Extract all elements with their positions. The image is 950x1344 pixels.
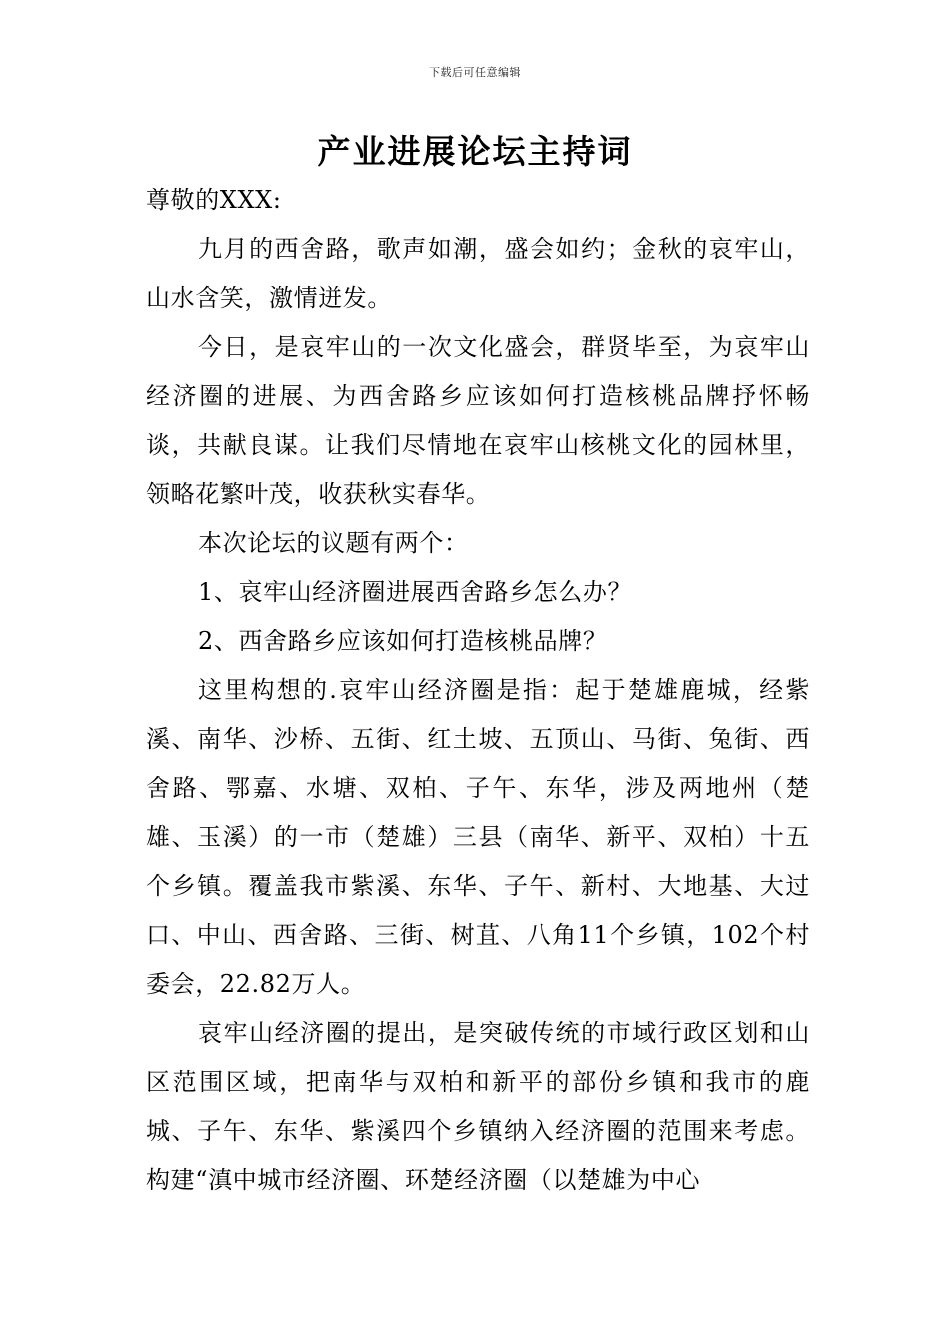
paragraph: 哀牢山经济圈的提出，是突破传统的市域行政区划和山区范围区域，把南华与双柏和新平的部份乡镇和我市的鹿城、子午、东华、紫溪四个乡镇纳入经济圈的范围来考虑。构建“滇中城市经济圈、环楚经济圈（以楚雄为中心	[146, 1019, 810, 1194]
paragraph: 本次论坛的议题有两个：	[198, 529, 469, 557]
agenda-item-2: 2、西舍路乡应该如何打造核桃品牌？	[198, 627, 608, 655]
salutation: 尊敬的XXX:	[146, 186, 282, 214]
agenda-item-1: 1、哀牢山经济圈进展西舍路乡怎么办？	[198, 578, 633, 606]
paragraph: 今日，是哀牢山的一次文化盛会，群贤毕至，为哀牢山经济圈的进展、为西舍路乡应该如何打造核桃品牌抒怀畅谈，共献良谋。让我们尽情地在哀牢山核桃文化的园林里，领略花繁叶茂，收获秋实春华。	[146, 333, 810, 508]
paragraph: 这里构想的.哀牢山经济圈是指：起于楚雄鹿城，经紫溪、南华、沙桥、五街、红土坡、五顶山、马街、兔街、西舍路、鄂嘉、水塘、双柏、子午、东华，涉及两地州（楚雄、玉溪）的一市（楚雄）三县（南华、新平、双柏）十五个乡镇。覆盖我市紫溪、东华、子午、新村、大地基、大过口、中山、西舍路、三街、树苴、八角11个乡镇，102个村委会，22.82万人。	[146, 676, 810, 998]
paragraph: 九月的西舍路，歌声如潮，盛会如约；金秋的哀牢山，山水含笑，激情迸发。	[146, 235, 810, 312]
document-title: 产业进展论坛主持词	[317, 132, 633, 171]
header-note: 下载后可任意编辑	[429, 66, 521, 79]
document-body	[146, 176, 810, 1205]
